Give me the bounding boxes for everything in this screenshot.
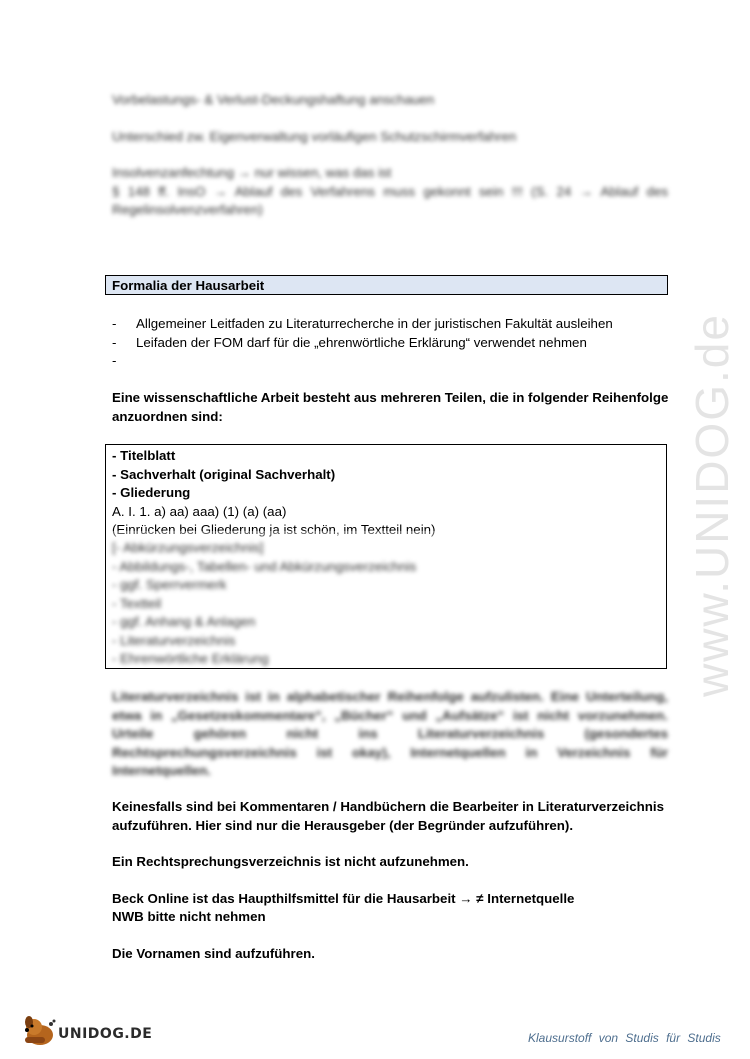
outline-scheme: A. I. 1. a) aa) aaa) (1) (a) (aa) (112, 503, 287, 519)
box-item-blurred: - Abbildungs-, Tabellen- und Abkürzungsverzeichnis (112, 558, 417, 574)
footer-tagline: Klausurstoff von Studis für Studis (528, 1031, 721, 1045)
paragraph-beck-online: Beck Online ist das Haupthilfsmittel für die Hausarbeit → ≠ Internetquelle (112, 891, 575, 906)
intro-paragraph: Eine wissenschaftliche Arbeit besteht aus mehreren Teilen, die in folgender Reihenfolge anzuordnen sind: (112, 390, 669, 424)
paragraph-nwb: NWB bitte nicht nehmen (112, 909, 266, 924)
indent-note: (Einrücken bei Gliederung ja ist schön, im Textteil nein) (112, 522, 436, 537)
logo-wordmark: UNIDOG.DE (58, 1026, 153, 1042)
watermark-text: www.UNIDOG.de (686, 313, 738, 697)
list-item: - (112, 353, 117, 368)
paragraph-case-law: Ein Rechtsprechungsverzeichnis ist nicht aufzunehmen. (112, 854, 469, 869)
box-item: - Sachverhalt (original Sachverhalt) (112, 466, 336, 482)
box-item-blurred: - Textteil (112, 595, 162, 611)
list-item: - Leifaden der FOM darf für die „ehrenwörtliche Erklärung“ verwendet nehmen (112, 334, 587, 350)
box-item-blurred: - Literaturverzeichnis (112, 632, 236, 648)
blurred-line-2: Unterschied zw. Eigenverwaltung vorläufigen Schutzschirmverfahren (112, 128, 517, 144)
list-item: - Allgemeiner Leitfaden zu Literaturrecherche in der juristischen Fakultät ausleihen (112, 316, 613, 331)
dash-list (112, 315, 672, 371)
paragraph-commentaries: Keinesfalls sind bei Kommentaren / Handbüchern die Bearbeiter in Literaturverzeichnis aufzuführen. Hier sind nur die Herausgeber (der Begründer aufzuführen). (112, 799, 664, 833)
structure-box (105, 444, 667, 669)
paragraph-first-names: Die Vornamen sind aufzuführen. (112, 946, 315, 961)
box-item: - Gliederung (112, 485, 191, 500)
blurred-line-1: Vorbelastungs- & Verlust-Deckungshaftung anschauen (112, 92, 435, 107)
box-blurred-items (112, 539, 660, 669)
blurred-line-3a: Insolvenzanfechtung → nur wissen, was das ist (112, 165, 392, 180)
box-item-blurred: - ggf. Sperrvermerk (112, 577, 227, 592)
blurred-paragraph: Literaturverzeichnis ist in alphabetischer Reihenfolge aufzulisten. Eine Unterteilung, etwa in „Gesetzeskommentare“, „Bücher“ und „Aufsätze“ ist nicht vorzunehmen. Urteile gehören nicht ins Literaturverzeichnis (gesondertes Rechtsprechungsverzeichnis ist okay), Internetquellen in Verzeichnis für Internetquellen. (112, 689, 668, 778)
blurred-note-block (112, 91, 668, 220)
box-item-blurred: [- Abkürzungsverzeichnis] (112, 540, 264, 555)
box-item-blurred: - ggf. Anhang & Anlagen (112, 614, 256, 629)
section-heading: Formalia der Hausarbeit (105, 275, 668, 295)
blurred-line-3b: § 148 ff. InsO → Ablauf des Verfahrens muss gekonnt sein !!! (S. 24 → Ablauf des Regelinsolvenzverfahren) (112, 183, 668, 217)
box-item: - Titelblatt (112, 448, 176, 463)
box-item-blurred: - Ehrenwörtliche Erklärung (112, 651, 269, 666)
